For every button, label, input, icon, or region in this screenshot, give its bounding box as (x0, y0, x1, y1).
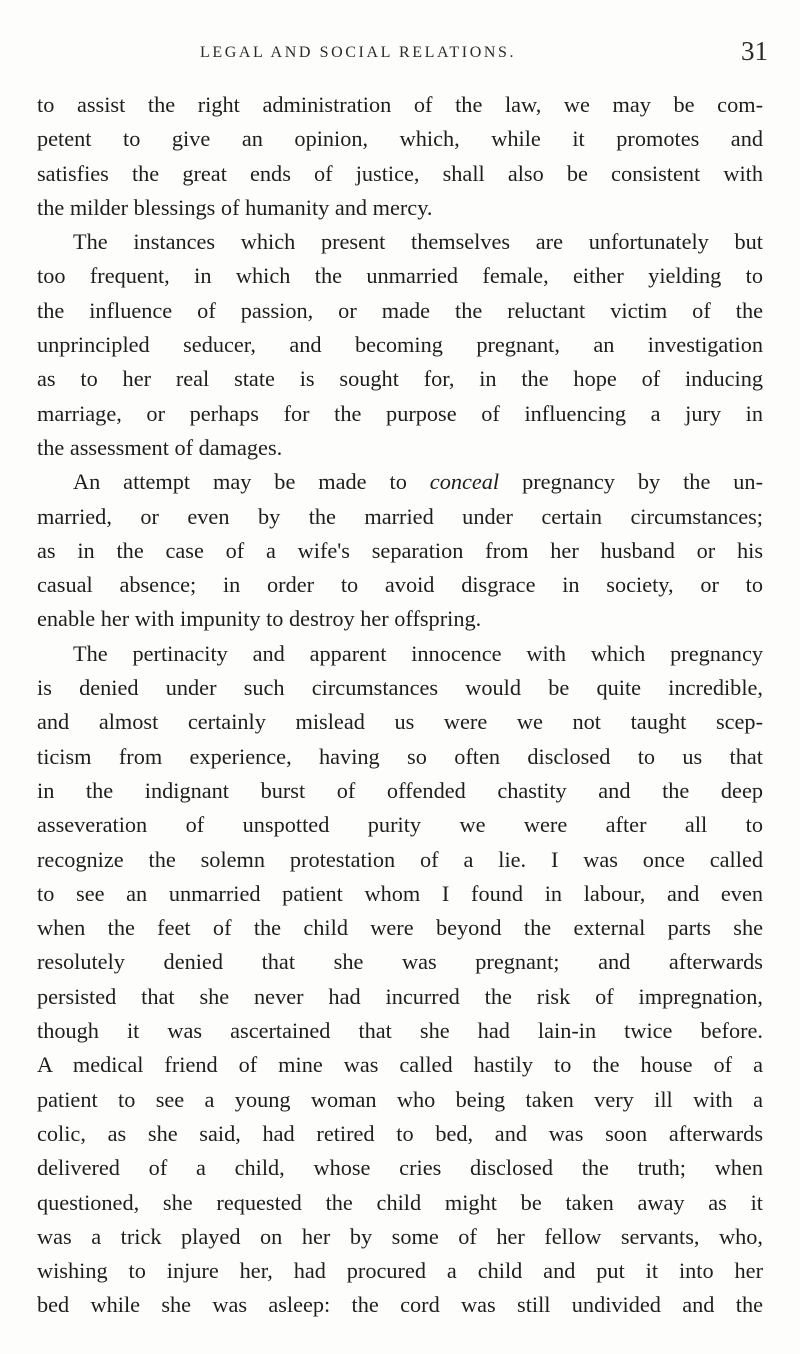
text-line: delivered of a child, whose cries disclosed the truth; when (37, 1155, 763, 1181)
text-line: to assist the right administration of the law, we may be com- (37, 92, 763, 117)
italic-word: conceal (429, 469, 500, 495)
text-line: ticism from experience, having so often disclosed to us that (37, 743, 763, 769)
text-line: the milder blessings of humanity and mercy. (37, 194, 433, 220)
text-line: as in the case of a wife's separation from her husband or his (37, 537, 763, 563)
text-line: when the feet of the child were beyond the external parts she (37, 915, 763, 941)
text-line: recognize the solemn protestation of a lie. I was once called (37, 846, 763, 872)
text-line: satisfies the great ends of justice, shall also be consistent with (37, 160, 763, 186)
text-line: petent to give an opinion, which, while it promotes and (37, 126, 763, 152)
text-line: married, or even by the married under certain circumstances; (37, 503, 763, 529)
text-line: and almost certainly mislead us were we not taught scep- (37, 709, 763, 735)
text-line: bed while she was asleep: the cord was still undivided and the (37, 1292, 763, 1318)
text-line: the influence of passion, or made the reluctant victim of the (37, 297, 763, 323)
text-line: casual absence; in order to avoid disgrace in society, or to (37, 572, 763, 598)
text-line: in the indignant burst of offended chastity and the deep (37, 777, 763, 803)
text-line: colic, as she said, had retired to bed, and was soon afterwards (37, 1120, 763, 1146)
page-number: 31 (741, 36, 768, 66)
text-line: is denied under such circumstances would be quite incredible, (37, 675, 763, 701)
running-head (40, 38, 768, 74)
text-line: wishing to injure her, had procured a child and put it into her (37, 1258, 763, 1284)
text-line: persisted that she never had incurred the risk of impregnation, (37, 983, 763, 1009)
text-line: marriage, or perhaps for the purpose of influencing a jury in (37, 400, 763, 426)
text-line: to see an unmarried patient whom I found in labour, and even (37, 880, 763, 906)
text-line: enable her with impunity to destroy her offspring. (37, 606, 482, 632)
text-line: was a trick played on her by some of her fellow servants, who, (37, 1223, 763, 1249)
body-text (37, 88, 763, 1323)
text-line: resolutely denied that she was pregnant; and afterwards (37, 949, 763, 975)
text-line: questioned, she requested the child might be taken away as it (37, 1189, 763, 1215)
text-line: unprincipled seducer, and becoming pregnant, an investigation (37, 332, 763, 358)
text-line: the assessment of damages. (37, 434, 283, 460)
text-line: too frequent, in which the unmarried female, either yielding to (37, 263, 763, 289)
text-line: though it was ascertained that she had lain-in twice before. (37, 1018, 763, 1044)
text-line-end: pregnancy by the un- (499, 469, 763, 495)
text-line-start: An attempt may be made to (73, 469, 430, 495)
text-line: A medical friend of mine was called hastily to the house of a (37, 1052, 763, 1078)
running-title: LEGAL AND SOCIAL RELATIONS. (200, 44, 517, 61)
text-line: as to her real state is sought for, in the hope of inducing (37, 366, 763, 392)
text-line (37, 465, 763, 499)
text-line: patient to see a young woman who being taken very ill with a (37, 1086, 763, 1112)
text-line: The pertinacity and apparent innocence with which pregnancy (73, 640, 763, 666)
text-line: The instances which present themselves are unfortunately but (73, 229, 763, 255)
text-line: asseveration of unspotted purity we were after all to (37, 812, 763, 838)
